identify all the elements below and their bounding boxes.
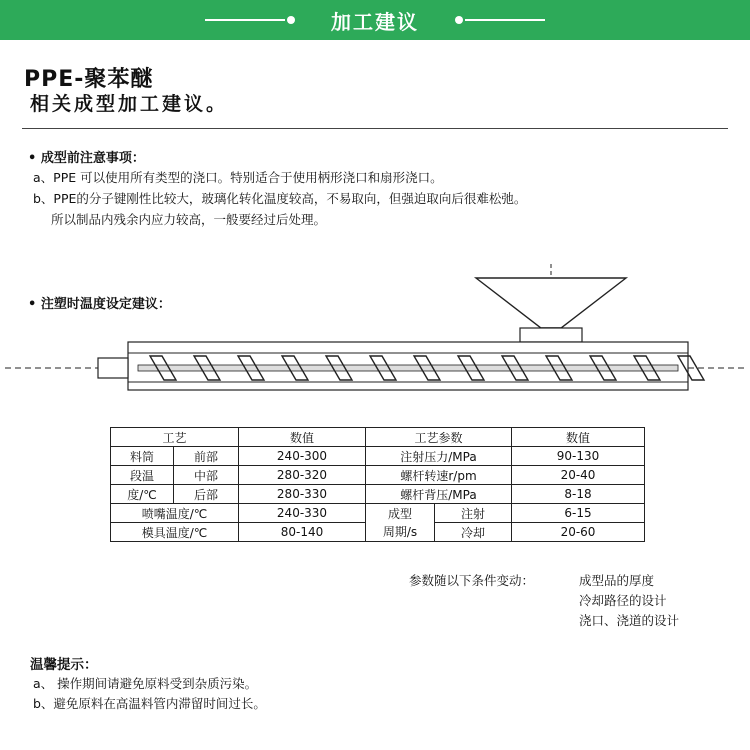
screw-speed-value: 20-40 [512,466,645,485]
front-value: 240-300 [239,447,366,466]
condition-item-1: 成型品的厚度 [579,573,655,588]
table-row [111,447,645,466]
condition-item-2: 冷却路径的设计 [579,593,667,608]
banner-right-dot [455,16,463,24]
header-value: 数值 [512,428,645,447]
title-divider [22,128,728,129]
table-row [111,485,645,504]
middle-value: 280-320 [239,466,366,485]
page-title: PPE-聚苯醚 [24,67,154,92]
cycle-label-1: 成型 [366,504,435,523]
table-header-row [111,428,645,447]
mold-temp-value: 80-140 [239,523,366,542]
table-row [111,504,645,523]
injection-value: 6-15 [512,504,645,523]
back-pressure-label: 螺杆背压/MPa [366,485,512,504]
injection-pressure-value: 90-130 [512,447,645,466]
banner-right-line [465,19,545,21]
condition-item-3: 浇口、浇道的设计 [579,613,680,628]
tips-heading: 温馨提示： [30,657,98,673]
injection-pressure-label: 注射压力/MPa [366,447,512,466]
precautions-heading: • 成型前注意事项： [28,151,145,166]
mold-temp-label: 模具温度/℃ [111,523,239,542]
zone-middle: 中部 [174,466,239,485]
table-row [111,466,645,485]
conditions-label: 参数随以下条件变动： [409,573,535,588]
precaution-item-b: b、PPE的分子键刚性比较大，玻璃化转化温度较高，不易取向，但强迫取向后很难松弛。 [33,191,527,206]
precaution-item-a: a、PPE 可以使用所有类型的浇口。特别适合于使用柄形浇口和扇形浇口。 [33,170,443,185]
temperature-heading: • 注塑时温度设定建议： [28,297,171,312]
processing-parameters-table [110,427,645,542]
screw-speed-label: 螺杆转速r/pm [366,466,512,485]
page-subtitle: 相关成型加工建议。 [30,93,229,115]
header-process: 工艺 [111,428,239,447]
barrel-label-1: 料筒 [111,447,174,466]
table-row [111,523,645,542]
injection-machine-illustration [0,262,750,412]
cooling-value: 20-60 [512,523,645,542]
barrel-label-3: 度/℃ [111,485,174,504]
nozzle-temp-value: 240-330 [239,504,366,523]
tip-item-a: a、 操作期间请避免原料受到杂质污染。 [33,676,258,691]
header-parameters: 工艺参数 [366,428,512,447]
precaution-item-b-continued: 所以制品内残余内应力较高，一般要经过后处理。 [51,212,327,227]
tip-item-b: b、避免原料在高温料管内滞留时间过长。 [33,696,266,711]
rear-value: 280-330 [239,485,366,504]
header-banner [0,0,750,40]
back-pressure-value: 8-18 [512,485,645,504]
zone-front: 前部 [174,447,239,466]
header-value: 数值 [239,428,366,447]
barrel-label-2: 段温 [111,466,174,485]
cooling-label: 冷却 [435,523,512,542]
cycle-label-2: 周期/s [366,523,435,542]
zone-rear: 后部 [174,485,239,504]
injection-label: 注射 [435,504,512,523]
banner-title: 加工建议 [331,10,419,34]
nozzle-temp-label: 喷嘴温度/℃ [111,504,239,523]
